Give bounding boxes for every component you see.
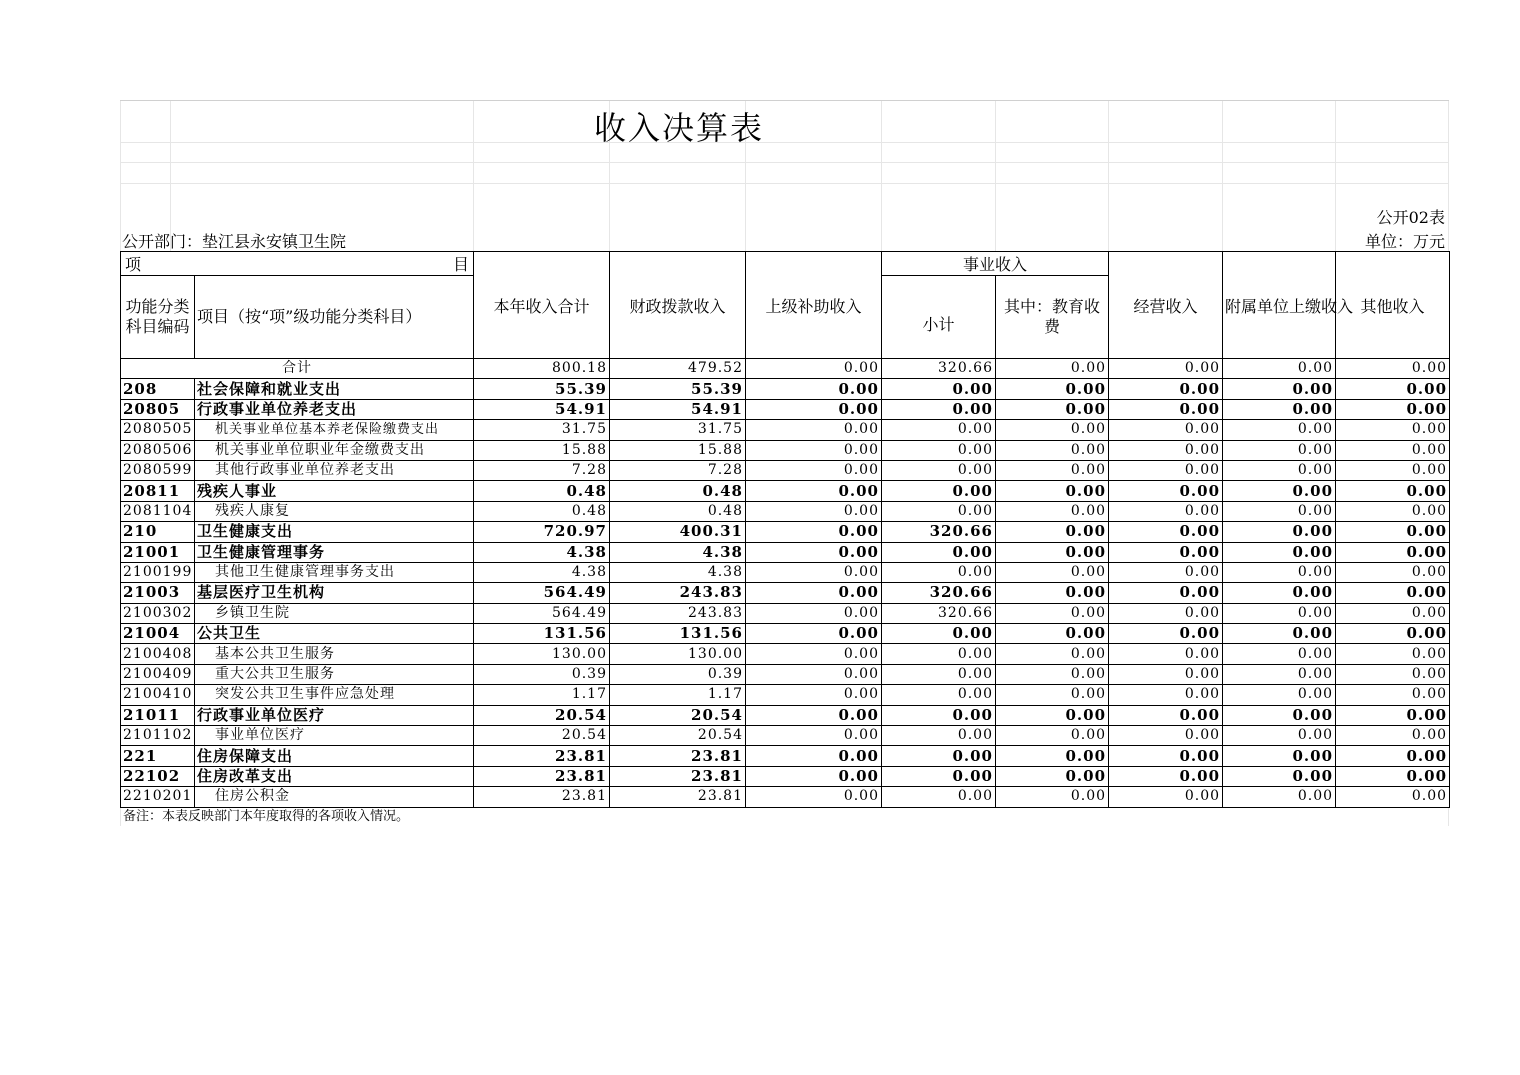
row-value: 0.00 [746, 399, 882, 419]
row-value: 0.00 [1223, 481, 1336, 501]
row-value: 0.00 [1109, 705, 1223, 725]
row-value: 31.75 [610, 420, 746, 440]
row-name: 基层医疗卫生机构 [195, 583, 474, 603]
row-value: 23.81 [474, 787, 610, 807]
table-row [121, 705, 1450, 725]
row-name: 社会保障和就业支出 [195, 379, 474, 399]
table-row [121, 685, 1450, 705]
row-value: 7.28 [610, 460, 746, 480]
row-value: 0.00 [1223, 583, 1336, 603]
row-value: 0.00 [1223, 460, 1336, 480]
row-value: 54.91 [610, 399, 746, 419]
row-code: 21011 [121, 705, 195, 725]
row-value: 0.39 [474, 664, 610, 684]
row-value: 131.56 [474, 624, 610, 644]
row-code: 210 [121, 522, 195, 542]
row-value: 0.00 [1336, 685, 1450, 705]
total-value: 0.00 [1109, 359, 1223, 379]
total-value: 0.00 [996, 359, 1109, 379]
total-row [121, 359, 1450, 379]
row-value: 0.00 [1223, 746, 1336, 766]
row-value: 0.00 [996, 766, 1109, 786]
row-value: 0.00 [882, 746, 996, 766]
header-fiscal: 财政拨款收入 [610, 252, 746, 359]
row-value: 0.00 [746, 379, 882, 399]
row-value: 0.00 [746, 440, 882, 460]
row-value: 0.00 [1223, 787, 1336, 807]
table-row [121, 522, 1450, 542]
row-value: 320.66 [882, 522, 996, 542]
header-subtotal: 小计 [882, 276, 996, 359]
title-area [120, 100, 1449, 251]
row-name: 重大公共卫生服务 [195, 664, 474, 684]
row-value: 0.00 [746, 603, 882, 623]
row-value: 1.17 [474, 685, 610, 705]
row-value: 0.00 [1223, 399, 1336, 419]
row-value: 0.00 [1223, 420, 1336, 440]
row-code: 2080505 [121, 420, 195, 440]
row-value: 0.00 [882, 420, 996, 440]
row-value: 4.38 [474, 542, 610, 562]
table-row [121, 440, 1450, 460]
row-value: 0.00 [1336, 603, 1450, 623]
row-value: 0.00 [1109, 603, 1223, 623]
row-name: 其他行政事业单位养老支出 [195, 460, 474, 480]
row-value: 720.97 [474, 522, 610, 542]
row-value: 0.00 [996, 644, 1109, 664]
row-value: 243.83 [610, 583, 746, 603]
row-value: 0.00 [996, 583, 1109, 603]
row-value: 0.00 [746, 542, 882, 562]
grid-line [1448, 101, 1449, 251]
row-value: 0.00 [1109, 481, 1223, 501]
row-value: 55.39 [610, 379, 746, 399]
row-value: 0.00 [1109, 685, 1223, 705]
table-row [121, 726, 1450, 746]
row-value: 0.00 [1109, 379, 1223, 399]
row-name: 行政事业单位养老支出 [195, 399, 474, 419]
row-value: 0.48 [610, 501, 746, 521]
row-name: 卫生健康支出 [195, 522, 474, 542]
table-row [121, 542, 1450, 562]
grid-line [120, 183, 1449, 184]
row-value: 4.38 [474, 562, 610, 582]
row-value: 20.54 [610, 705, 746, 725]
row-value: 0.00 [746, 644, 882, 664]
row-value: 1.17 [610, 685, 746, 705]
row-value: 0.00 [882, 399, 996, 419]
row-code: 2100409 [121, 664, 195, 684]
row-value: 0.00 [1336, 399, 1450, 419]
row-value: 0.00 [1223, 685, 1336, 705]
table-row [121, 481, 1450, 501]
table-row [121, 644, 1450, 664]
row-value: 0.00 [996, 440, 1109, 460]
table-row [121, 420, 1450, 440]
row-code: 2101102 [121, 726, 195, 746]
form-number: 公开02表 [1376, 208, 1445, 227]
header-other: 其他收入 [1336, 252, 1450, 359]
row-value: 0.00 [1336, 379, 1450, 399]
row-code: 2080506 [121, 440, 195, 460]
row-value: 0.00 [1336, 726, 1450, 746]
row-value: 0.00 [1223, 440, 1336, 460]
row-value: 0.00 [996, 460, 1109, 480]
row-value: 23.81 [610, 787, 746, 807]
row-code: 22102 [121, 766, 195, 786]
row-value: 0.00 [882, 379, 996, 399]
row-value: 23.81 [610, 766, 746, 786]
row-value: 0.00 [1223, 379, 1336, 399]
row-value: 131.56 [610, 624, 746, 644]
row-value: 0.00 [882, 664, 996, 684]
row-name: 机关事业单位基本养老保险缴费支出 [195, 420, 474, 440]
row-value: 0.00 [1223, 501, 1336, 521]
grid-line [120, 101, 121, 251]
row-value: 0.00 [1109, 644, 1223, 664]
row-value: 20.54 [610, 726, 746, 746]
row-value: 0.00 [996, 726, 1109, 746]
row-value: 15.88 [610, 440, 746, 460]
row-value: 0.00 [996, 705, 1109, 725]
row-value: 0.00 [1109, 460, 1223, 480]
row-value: 23.81 [610, 746, 746, 766]
header-total-income: 本年收入合计 [474, 252, 610, 359]
row-name: 残疾人康复 [195, 501, 474, 521]
table-row [121, 379, 1450, 399]
row-value: 0.00 [746, 705, 882, 725]
department-label: 公开部门：垫江县永安镇卫生院 [122, 232, 347, 251]
row-code: 2100199 [121, 562, 195, 582]
header-operating: 经营收入 [1109, 252, 1223, 359]
income-table [120, 251, 1450, 808]
row-value: 0.00 [1336, 705, 1450, 725]
total-value: 800.18 [474, 359, 610, 379]
row-value: 0.00 [1223, 766, 1336, 786]
row-value: 0.00 [1109, 726, 1223, 746]
grid-line [1108, 101, 1109, 251]
row-value: 0.00 [1109, 562, 1223, 582]
table-row [121, 746, 1450, 766]
grid-line [473, 101, 474, 251]
row-value: 0.00 [882, 440, 996, 460]
row-code: 2100410 [121, 685, 195, 705]
row-name: 残疾人事业 [195, 481, 474, 501]
row-value: 23.81 [474, 766, 610, 786]
table-row [121, 399, 1450, 419]
row-value: 0.00 [882, 562, 996, 582]
page-title: 收入决算表 [594, 109, 765, 147]
row-value: 0.00 [996, 603, 1109, 623]
row-name: 其他卫生健康管理事务支出 [195, 562, 474, 582]
grid-line [1222, 101, 1223, 251]
row-value: 0.00 [1336, 766, 1450, 786]
row-value: 0.00 [1109, 420, 1223, 440]
row-value: 0.00 [1336, 746, 1450, 766]
row-value: 0.00 [746, 562, 882, 582]
table-body [121, 359, 1450, 808]
row-code: 2100302 [121, 603, 195, 623]
row-value: 0.00 [882, 644, 996, 664]
row-value: 0.00 [1336, 542, 1450, 562]
row-value: 0.00 [1223, 562, 1336, 582]
row-value: 0.00 [1223, 644, 1336, 664]
row-value: 0.00 [746, 460, 882, 480]
row-value: 0.39 [610, 664, 746, 684]
header-code: 功能分类科目编码 [121, 276, 195, 359]
table-note: 备注：本表反映部门本年度取得的各项收入情况。 [120, 808, 1449, 826]
row-value: 0.00 [1336, 460, 1450, 480]
row-code: 2210201 [121, 787, 195, 807]
row-value: 0.00 [996, 522, 1109, 542]
row-value: 0.00 [882, 481, 996, 501]
grid-line [995, 101, 996, 251]
row-value: 0.00 [1109, 787, 1223, 807]
row-value: 564.49 [474, 583, 610, 603]
row-value: 0.00 [1109, 399, 1223, 419]
header-project [121, 252, 474, 276]
income-statement-sheet [120, 100, 1449, 826]
row-name: 住房公积金 [195, 787, 474, 807]
row-value: 0.00 [1223, 664, 1336, 684]
row-name: 基本公共卫生服务 [195, 644, 474, 664]
row-value: 0.00 [882, 501, 996, 521]
row-value: 0.00 [1109, 664, 1223, 684]
row-value: 0.00 [746, 746, 882, 766]
row-value: 320.66 [882, 603, 996, 623]
total-value: 479.52 [610, 359, 746, 379]
row-code: 2081104 [121, 501, 195, 521]
row-name: 卫生健康管理事务 [195, 542, 474, 562]
row-value: 0.00 [996, 562, 1109, 582]
row-value: 0.00 [1109, 583, 1223, 603]
row-value: 0.00 [746, 685, 882, 705]
row-value: 0.00 [996, 481, 1109, 501]
row-value: 130.00 [610, 644, 746, 664]
table-row [121, 501, 1450, 521]
row-value: 0.00 [746, 583, 882, 603]
row-name: 住房改革支出 [195, 766, 474, 786]
header-name: 项目（按“项”级功能分类科目） [195, 276, 474, 359]
row-value: 0.00 [882, 726, 996, 746]
row-value: 564.49 [474, 603, 610, 623]
row-value: 0.00 [746, 787, 882, 807]
header-business-group: 事业收入 [882, 252, 1109, 276]
row-value: 55.39 [474, 379, 610, 399]
row-name: 突发公共卫生事件应急处理 [195, 685, 474, 705]
row-value: 0.00 [882, 766, 996, 786]
total-value: 0.00 [1223, 359, 1336, 379]
row-value: 0.00 [1109, 440, 1223, 460]
row-code: 221 [121, 746, 195, 766]
row-value: 0.00 [746, 664, 882, 684]
row-code: 21001 [121, 542, 195, 562]
row-value: 0.00 [1336, 522, 1450, 542]
table-row [121, 624, 1450, 644]
total-label: 合计 [121, 359, 474, 379]
row-value: 0.00 [996, 624, 1109, 644]
row-value: 0.00 [1336, 440, 1450, 460]
row-value: 0.00 [1109, 542, 1223, 562]
row-value: 0.00 [996, 501, 1109, 521]
unit-label: 单位：万元 [1364, 232, 1445, 251]
row-value: 0.00 [1223, 705, 1336, 725]
row-value: 0.00 [1223, 624, 1336, 644]
row-value: 0.00 [996, 685, 1109, 705]
row-value: 0.48 [610, 481, 746, 501]
row-value: 0.48 [474, 481, 610, 501]
row-value: 0.48 [474, 501, 610, 521]
row-code: 21004 [121, 624, 195, 644]
row-value: 0.00 [1109, 501, 1223, 521]
row-value: 0.00 [1336, 501, 1450, 521]
row-value: 320.66 [882, 583, 996, 603]
table-row [121, 460, 1450, 480]
row-value: 0.00 [1336, 481, 1450, 501]
row-value: 0.00 [882, 685, 996, 705]
row-value: 0.00 [746, 420, 882, 440]
row-value: 7.28 [474, 460, 610, 480]
total-value: 0.00 [1336, 359, 1450, 379]
row-name: 事业单位医疗 [195, 726, 474, 746]
header-affiliated: 附属单位上缴收入 [1223, 252, 1336, 359]
table-row [121, 787, 1450, 807]
row-value: 0.00 [746, 624, 882, 644]
table-row [121, 562, 1450, 582]
row-value: 23.81 [474, 746, 610, 766]
row-value: 54.91 [474, 399, 610, 419]
row-name: 机关事业单位职业年金缴费支出 [195, 440, 474, 460]
row-value: 0.00 [1223, 542, 1336, 562]
table-row [121, 583, 1450, 603]
row-code: 208 [121, 379, 195, 399]
grid-line [120, 162, 1449, 163]
row-value: 0.00 [1336, 787, 1450, 807]
row-name: 行政事业单位医疗 [195, 705, 474, 725]
header-superior: 上级补助收入 [746, 252, 882, 359]
row-value: 20.54 [474, 705, 610, 725]
row-value: 0.00 [882, 787, 996, 807]
row-value: 20.54 [474, 726, 610, 746]
row-name: 乡镇卫生院 [195, 603, 474, 623]
row-value: 0.00 [746, 481, 882, 501]
row-value: 0.00 [746, 766, 882, 786]
row-code: 2100408 [121, 644, 195, 664]
row-value: 0.00 [746, 501, 882, 521]
header-education: 其中：教育收费 [996, 276, 1109, 359]
row-value: 0.00 [996, 787, 1109, 807]
table-row [121, 603, 1450, 623]
table-row [121, 766, 1450, 786]
row-name: 公共卫生 [195, 624, 474, 644]
row-value: 4.38 [610, 542, 746, 562]
row-value: 15.88 [474, 440, 610, 460]
row-value: 0.00 [746, 522, 882, 542]
row-value: 4.38 [610, 562, 746, 582]
row-value: 0.00 [1336, 624, 1450, 644]
table-row [121, 664, 1450, 684]
row-value: 0.00 [882, 705, 996, 725]
row-value: 0.00 [1336, 562, 1450, 582]
row-value: 130.00 [474, 644, 610, 664]
row-value: 0.00 [996, 746, 1109, 766]
row-value: 0.00 [996, 420, 1109, 440]
row-value: 0.00 [996, 664, 1109, 684]
row-value: 0.00 [882, 624, 996, 644]
row-value: 400.31 [610, 522, 746, 542]
row-value: 0.00 [1109, 766, 1223, 786]
grid-line [1335, 101, 1336, 251]
row-value: 0.00 [1336, 644, 1450, 664]
row-value: 0.00 [1109, 522, 1223, 542]
row-value: 0.00 [1223, 603, 1336, 623]
row-value: 0.00 [1223, 522, 1336, 542]
row-value: 243.83 [610, 603, 746, 623]
row-code: 20811 [121, 481, 195, 501]
header-project-left: 项 [125, 255, 142, 274]
row-code: 21003 [121, 583, 195, 603]
total-value: 0.00 [746, 359, 882, 379]
row-value: 0.00 [1336, 583, 1450, 603]
header-project-right: 目 [452, 255, 469, 274]
row-value: 0.00 [1109, 746, 1223, 766]
row-name: 住房保障支出 [195, 746, 474, 766]
row-value: 0.00 [1336, 664, 1450, 684]
row-value: 0.00 [996, 542, 1109, 562]
row-code: 20805 [121, 399, 195, 419]
row-value: 0.00 [746, 726, 882, 746]
row-value: 0.00 [996, 379, 1109, 399]
row-value: 0.00 [1223, 726, 1336, 746]
grid-line [881, 101, 882, 251]
row-value: 31.75 [474, 420, 610, 440]
row-code: 2080599 [121, 460, 195, 480]
grid-line [120, 142, 1449, 143]
row-value: 0.00 [1109, 624, 1223, 644]
row-value: 0.00 [882, 460, 996, 480]
row-value: 0.00 [996, 399, 1109, 419]
total-value: 320.66 [882, 359, 996, 379]
row-value: 0.00 [1336, 420, 1450, 440]
row-value: 0.00 [882, 542, 996, 562]
